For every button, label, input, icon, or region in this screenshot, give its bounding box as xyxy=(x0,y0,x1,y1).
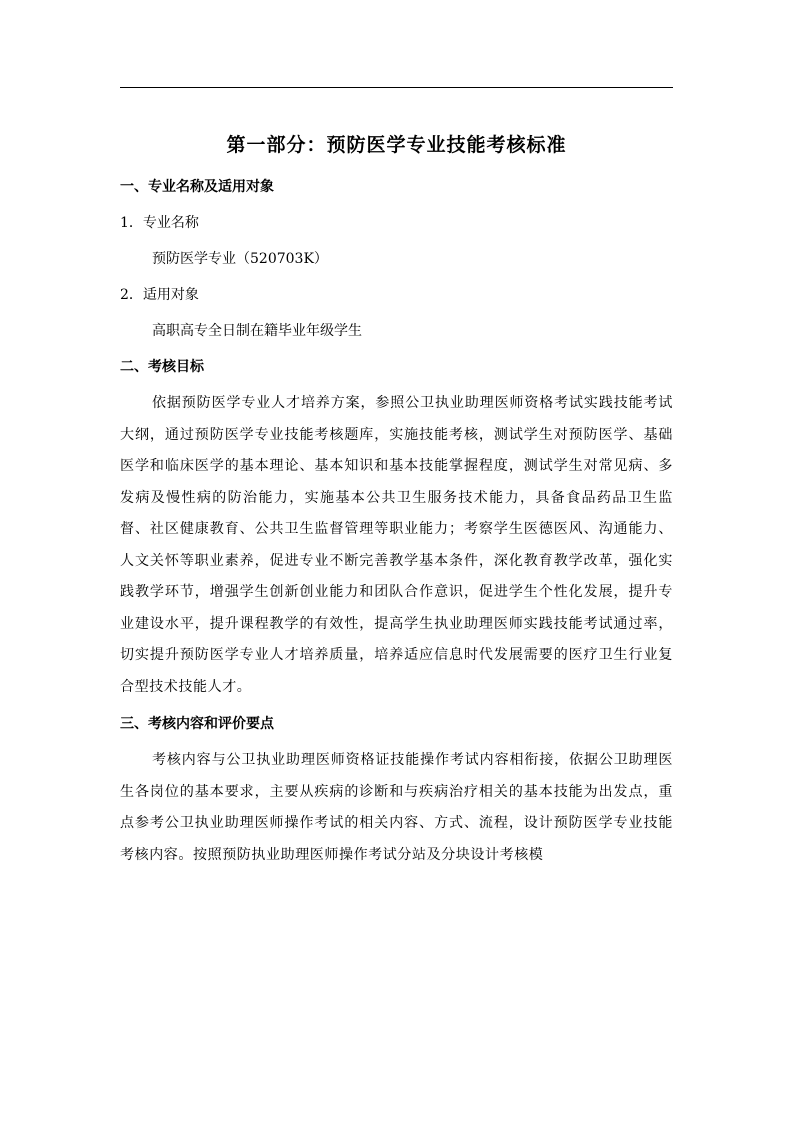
header-rule xyxy=(120,87,673,88)
subsection-label-target-audience: 2．适用对象 xyxy=(120,287,199,303)
section-heading-2: 二、考核目标 xyxy=(120,359,204,375)
target-audience-value: 高职高专全日制在籍毕业年级学生 xyxy=(152,323,362,339)
assessment-content-paragraph: 考核内容与公卫执业助理医师资格证技能操作考试内容相衔接，依据公卫助理医生各岗位的基本要求，主要从疾病的诊断和与疾病治疗相关的基本技能为出发点，重点参考公卫执业助理医师操作考试的相关内容、方式、流程，设计预防医学专业技能考核内容。按照预防执业助理医师操作考试分站及分块设计考核模 xyxy=(120,752,673,863)
page-title: 第一部分：预防医学专业技能考核标准 xyxy=(226,134,567,156)
major-name-value: 预防医学专业（520703K） xyxy=(152,251,328,267)
assessment-goals-paragraph: 依据预防医学专业人才培养方案，参照公卫执业助理医师资格考试实践技能考试大纲，通过预防医学专业技能考核题库，实施技能考核，测试学生对预防医学、基础医学和临床医学的基本理论、基本知识和基本技能掌握程度，测试学生对常见病、多发病及慢性病的防治能力，实施基本公共卫生服务技术能力，具备食品药品卫生监督、社区健康教育、公共卫生监督管理等职业能力；考察学生医德医风、沟通能力、人文关怀等职业素养，促进专业不断完善教学基本条件，深化教育教学改革，强化实践教学环节，增强学生创新创业能力和团队合作意识，促进学生个性化发展，提升专业建设水平，提升课程教学的有效性，提高学生执业助理医师实践技能考试通过率，切实提升预防医学专业人才培养质量，培养适应信息时代发展需要的医疗卫生行业复合型技术技能人才。 xyxy=(120,395,673,695)
subsection-label-major-name: 1．专业名称 xyxy=(120,215,199,231)
document-body xyxy=(120,128,673,881)
section-heading-1: 一、专业名称及适用对象 xyxy=(120,179,274,195)
section-heading-3: 三、考核内容和评价要点 xyxy=(120,716,274,732)
